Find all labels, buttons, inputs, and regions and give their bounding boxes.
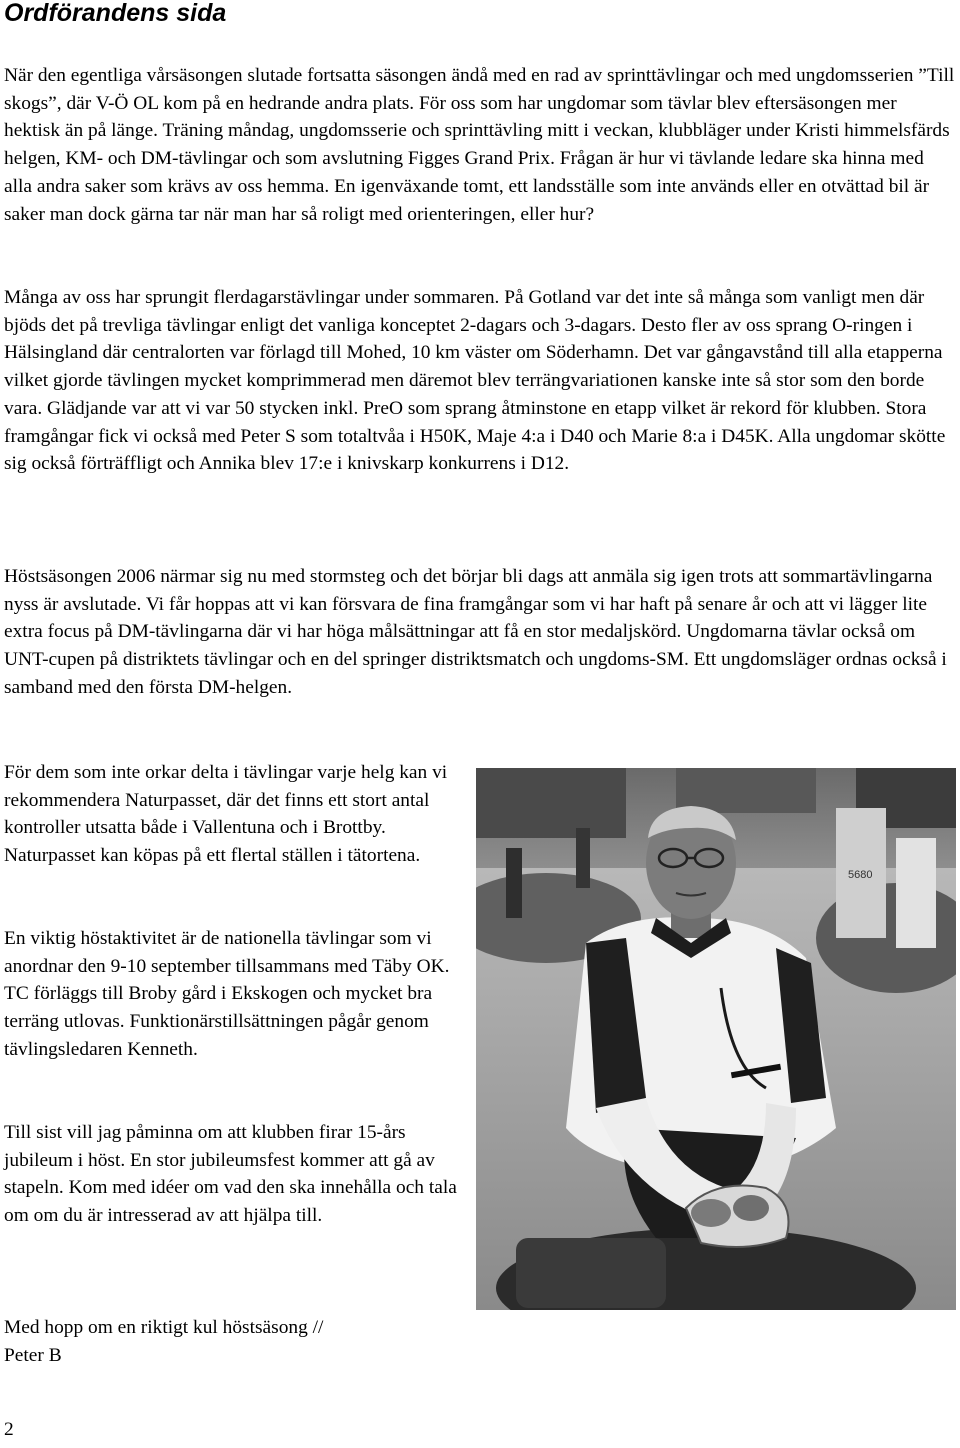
bib-number: 5680 (848, 869, 873, 881)
photo-illustration (476, 768, 956, 1310)
paragraph-autumn-season: Höstsäsongen 2006 närmar sig nu med stormsteg och det börjar bli dags att anmäla sig igen trots att sommartävlingarna nyss är avslutade. Vi får hoppas att vi kan försvara de fina framgångar som vi har haft på senare år och att vi lägger lite extra focus på DM-tävlingarna där vi har höga målsättningar att få en stor medaljskörd. Ungdomarna tävlar också om UNT-cupen på distriktets tävlingar och en del springer distriktsmatch och ungdoms-SM. Ett ungdomsläger ordnas också i samband med den första DM-helgen. (4, 566, 947, 698)
photo-of-orienteer-tying-shoe-icon (476, 768, 956, 1310)
paragraph-spring-season: När den egentliga vårsäsongen slutade fortsatta säsongen ändå med en rad av sprinttävlingar och med ungdomsserien ”Till skogs”, där V-Ö OL kom på en hedrande andra plats. För oss som har ungdomar som tävlar blev eftersäsongen mer hektisk än på länge. Träning måndag, ungdomsserie och sprinttävling mitt i veckan, klubbläger under Kristi himmelsfärds helgen, KM- och DM-tävlingar och som avslutning Figges Grand Prix. Frågan är hur vi tävlande ledare ska hinna med alla andra saker som krävs av oss hemma. En igenväxande tomt, ett landsställe som inte används eller en otvättad bil är saker man dock gärna tar när man har så roligt med orienteringen, eller hur? (4, 65, 955, 225)
page-title: Ordförandens sida (4, 0, 227, 27)
page-number: 2 (4, 1419, 14, 1440)
paragraph-naturpasset: För dem som inte orkar delta i tävlingar varje helg kan vi rekommendera Naturpasset, där det finns ett stort antal kontroller utsatta både i Vallentuna och i Brottby. Naturpasset kan köpas på ett flertal ställen i tätortena. (4, 762, 448, 867)
paragraph-national-competition: En viktig höstaktivitet är de nationella tävlingar som vi anordnar den 9-10 september tillsammans med Täby OK. TC förläggs till Broby gård i Ekskogen och mycket bra terräng utlovas. Funktionärstillsättningen pågår genom tävlingsledaren Kenneth. (4, 928, 450, 1060)
paragraph-anniversary: Till sist vill jag påminna om att klubben firar 15-års jubileum i höst. En stor jubileumsfest kommer att gå av stapeln. Kom med idéer om vad den ska innehålla och tala om om du är intresserad av att hjälpa till. (4, 1122, 457, 1227)
signature-greeting: Med hopp om en riktigt kul höstsäsong // (4, 1317, 324, 1338)
paragraph-summer-competitions: Många av oss har sprungit flerdagarstävlingar under sommaren. På Gotland var det inte så många som vanligt men där bjöds det på trevliga tävlingar enligt det vanliga konceptet 2-dagars och 3-dagars. Desto fler av oss sprang O-ringen i Hälsingland där centralorten var förlagd till Mohed, 10 km väster om Söderhamn. Det var gångavstånd till alla etapperna vilket gjorde tävlingen mycket komprimmerad men däremot blev terrängvariationen kanske inte så stor som den borde vara. Glädjande var att vi var 50 stycken inkl. PreO som sprang åtminstone en etapp vilket är rekord för klubben. Stora framgångar fick vi också med Peter S som totaltvåa i H50K, Maje 4:a i D40 och Marie 8:a i D45K. Alla ungdomar skötte sig också förträffligt och Annika blev 17:e i knivskarp konkurrens i D12. (4, 287, 946, 475)
signature-name: Peter B (4, 1344, 62, 1366)
signature (4, 1314, 464, 1369)
